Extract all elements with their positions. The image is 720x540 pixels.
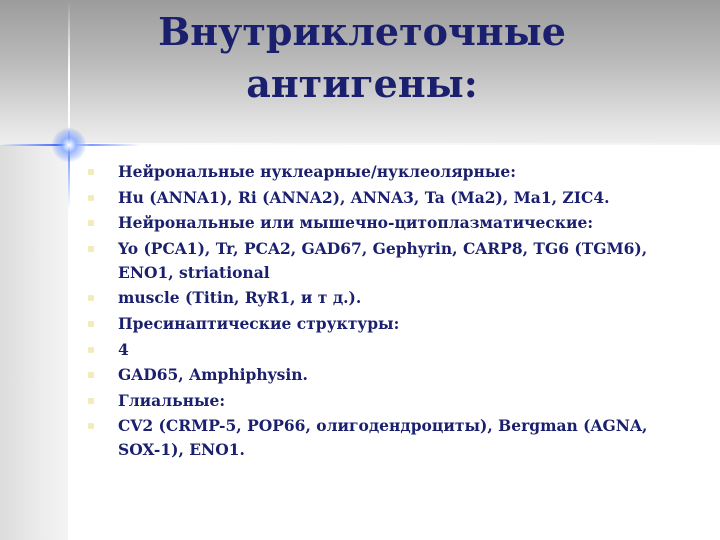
list-item [88,338,648,362]
bullet-icon [88,321,94,327]
bullet-icon [88,398,94,404]
header-edge [68,143,720,146]
list-item-text: 4 [118,339,129,359]
slide-title: Внутриклеточные антигены: [158,9,566,106]
list-item-text: Пресинаптические структуры: [118,313,400,333]
list-item-text: GAD65, Amphiphysin. [118,365,308,385]
list-item [88,363,648,387]
list-item [88,237,648,285]
list-item [88,389,648,413]
sparkle-glow [52,128,86,162]
vertical-accent-line [68,0,70,210]
list-item [88,414,648,462]
bullet-icon [88,423,94,429]
list-item [88,186,648,210]
list-item-text: Нейрональные нуклеарные/нуклеолярные: [118,162,516,181]
list-item [88,160,648,184]
list-item-text: Глиальные: [118,390,226,410]
list-item-text: Yo (PCA1), Tr, PCA2, GAD67, Gephyrin, CARP8, TG6 (TGM6), ENO1, striational [118,238,648,282]
list-item-text: Hu (ANNA1), Ri (ANNA2), ANNA3, Ta (Ma2), Ma1, ZIC4. [118,187,610,207]
list-item [88,286,648,310]
bullet-icon [88,347,94,353]
bullet-icon [88,169,94,175]
list-item [88,312,648,336]
bullet-list [88,160,648,464]
list-item [88,211,648,235]
list-item-text: Нейрональные или мышечно-цитоплазматические: [118,213,594,233]
left-band [0,145,68,540]
bullet-icon [88,295,94,301]
list-item-text: CV2 (CRMP-5, POP66, олигодендроциты), Bergman (AGNA, SOX-1), ENO1. [118,416,648,460]
bullet-icon [88,372,94,378]
bullet-icon [88,195,94,201]
list-item-text: muscle (Titin, RyR1, и т д.). [118,288,362,308]
bullet-icon [88,246,94,252]
bullet-icon [88,220,94,226]
